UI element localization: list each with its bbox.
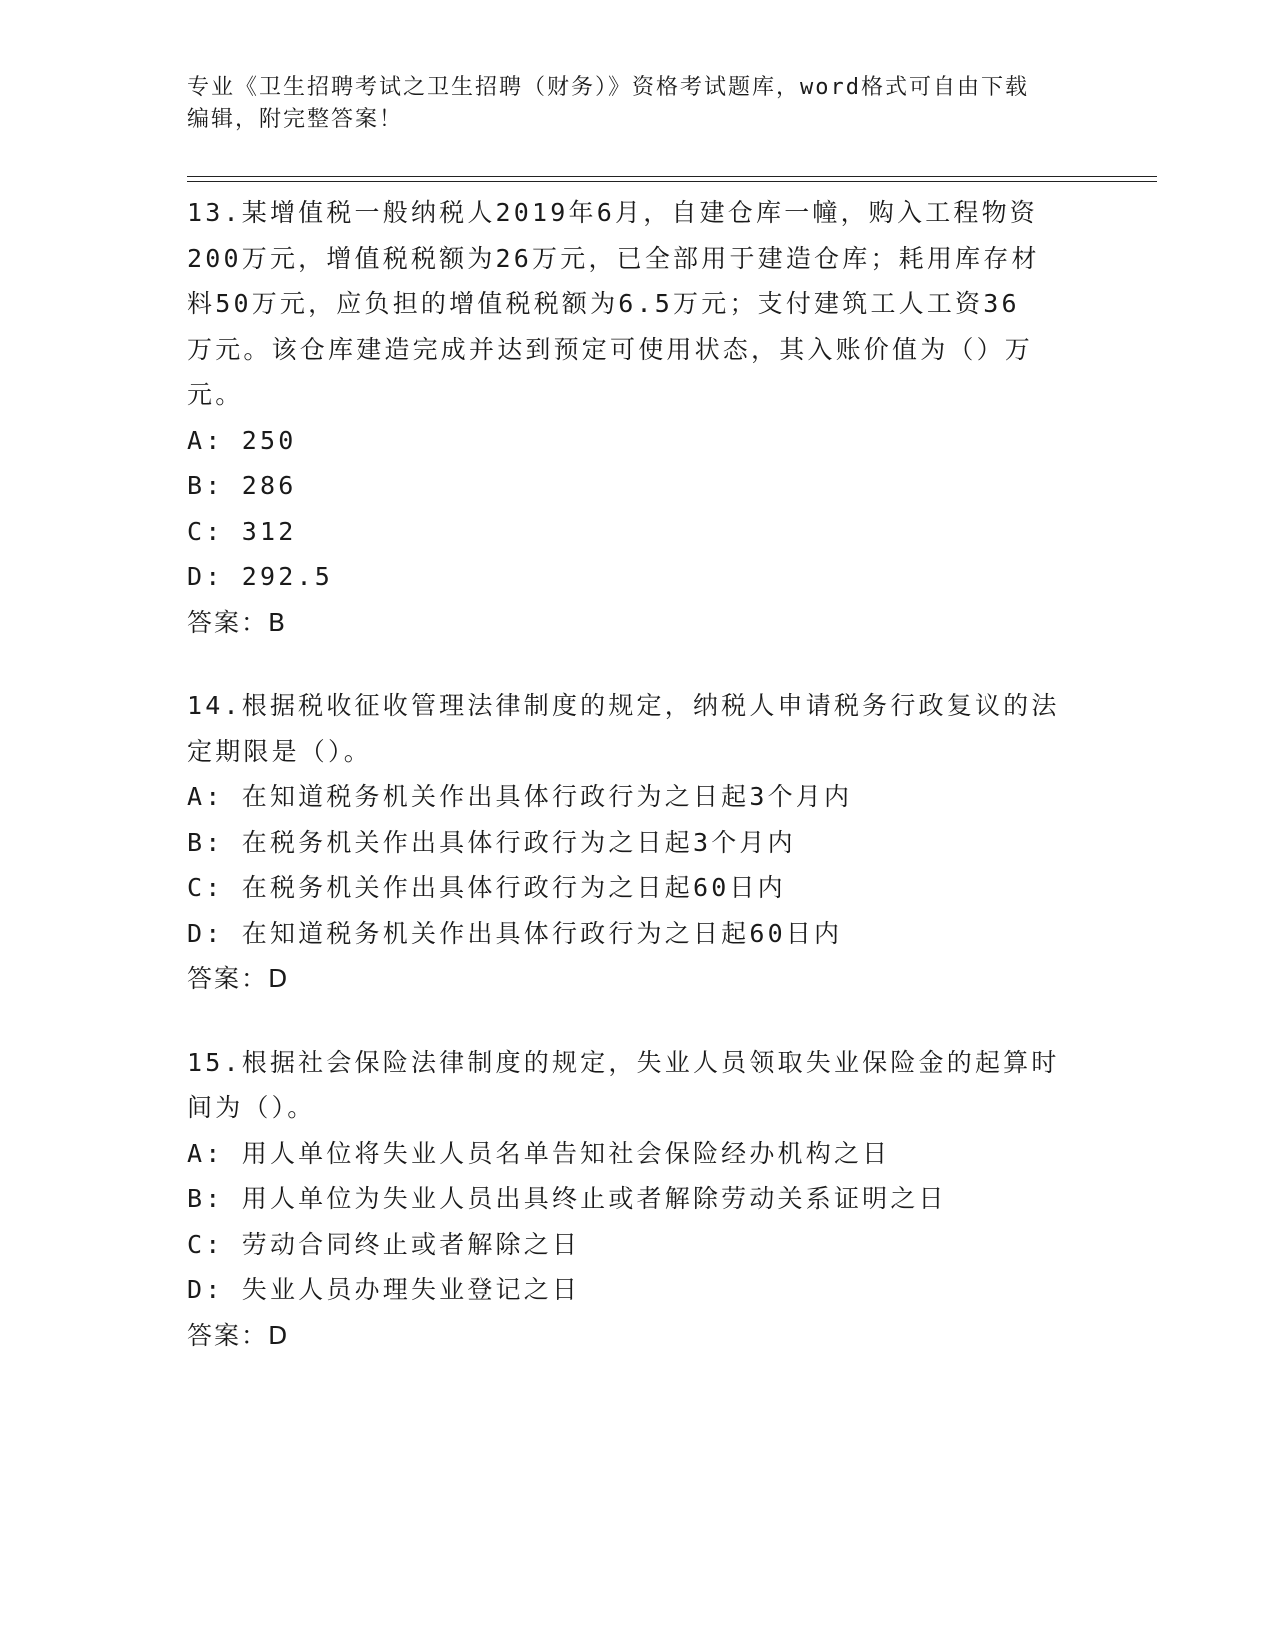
question-stem-line: 料50万元，应负担的增值税税额为6.5万元；支付建筑工人工资36 bbox=[187, 289, 1020, 318]
document-header bbox=[187, 72, 1087, 136]
question-stem-line: 万元。该仓库建造完成并达到预定可使用状态，其入账价值为（）万 bbox=[187, 334, 1034, 364]
option-c: C: 在税务机关作出具体行政行为之日起60日内 bbox=[187, 873, 786, 902]
option-b: B: 286 bbox=[187, 471, 297, 500]
question-stem-line: 15.根据社会保险法律制度的规定，失业人员领取失业保险金的起算时 bbox=[187, 1047, 1060, 1077]
question-stem-line: 200万元，增值税税额为26万元，已全部用于建造仓库；耗用库存材 bbox=[187, 243, 1040, 273]
question-stem-line: 13.某增值税一般纳税人2019年6月，自建仓库一幢，购入工程物资 bbox=[187, 198, 1039, 227]
option-c: C: 312 bbox=[187, 516, 297, 546]
option-a: A: 在知道税务机关作出具体行政行为之日起3个月内 bbox=[187, 782, 853, 811]
answer-line: 答案：B bbox=[187, 607, 288, 637]
option-b: B: 在税务机关作出具体行政行为之日起3个月内 bbox=[187, 827, 796, 857]
question-14 bbox=[187, 683, 1087, 1002]
header-divider-bottom bbox=[187, 181, 1157, 182]
option-c: C: 劳动合同终止或者解除之日 bbox=[187, 1229, 581, 1259]
option-b: B: 用人单位为失业人员出具终止或者解除劳动关系证明之日 bbox=[187, 1184, 947, 1213]
header-divider-top bbox=[187, 176, 1157, 177]
question-stem-line: 定期限是（）。 bbox=[187, 736, 372, 766]
header-line-1: 专业《卫生招聘考试之卫生招聘（财务）》资格考试题库，word格式可自由下载 bbox=[187, 75, 1029, 100]
option-a: A: 用人单位将失业人员名单告知社会保险经办机构之日 bbox=[187, 1138, 891, 1168]
option-d: D: 失业人员办理失业登记之日 bbox=[187, 1275, 581, 1304]
answer-line: 答案：D bbox=[187, 1320, 290, 1350]
option-d: D: 在知道税务机关作出具体行政行为之日起60日内 bbox=[187, 918, 843, 948]
question-list bbox=[187, 190, 1087, 1396]
option-d: D: 292.5 bbox=[187, 562, 334, 591]
question-stem-line: 元。 bbox=[187, 380, 244, 409]
header-line-2: 编辑，附完整答案！ bbox=[187, 107, 404, 132]
option-a: A: 250 bbox=[187, 425, 297, 455]
answer-line: 答案：D bbox=[187, 964, 290, 993]
question-15 bbox=[187, 1040, 1087, 1359]
question-13 bbox=[187, 190, 1087, 645]
question-stem-line: 间为（）。 bbox=[187, 1093, 316, 1122]
question-stem-line: 14.根据税收征收管理法律制度的规定，纳税人申请税务行政复议的法 bbox=[187, 691, 1060, 720]
